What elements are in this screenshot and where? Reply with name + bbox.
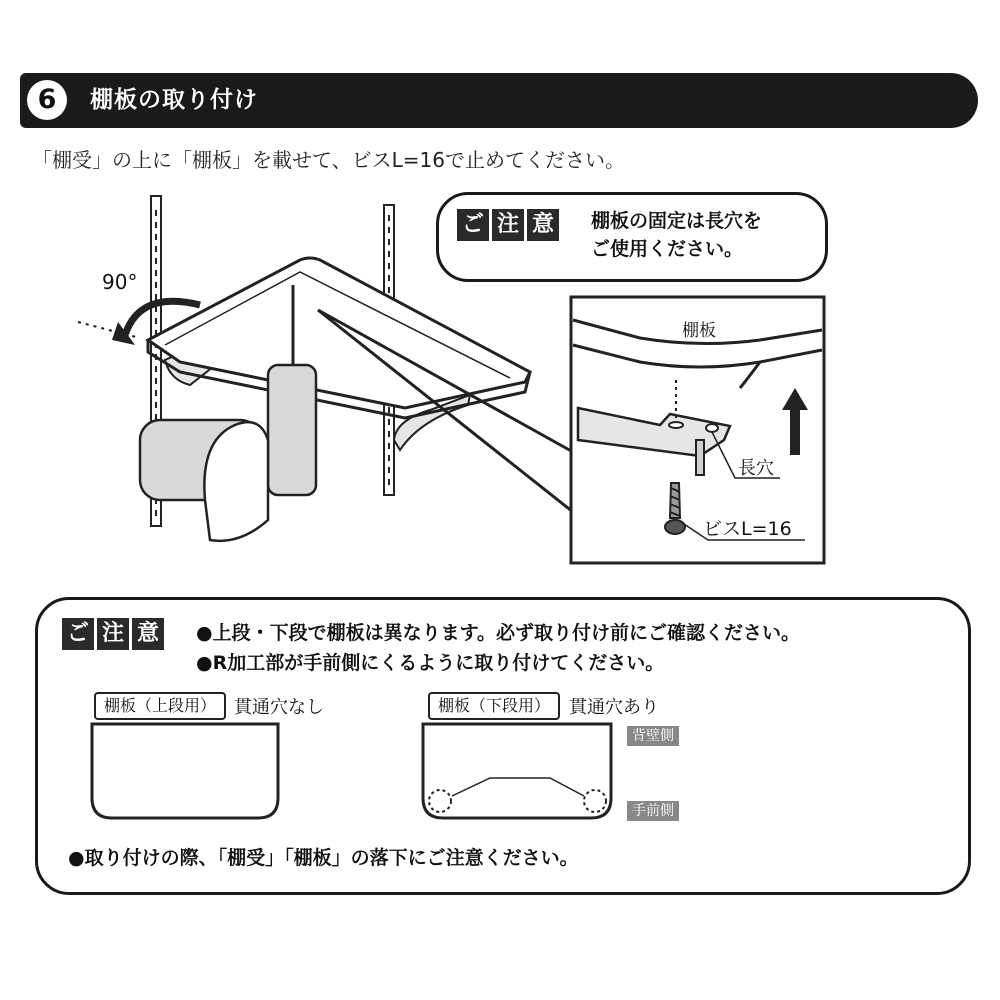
step-title: 棚板の取り付け: [90, 87, 258, 113]
caution-bullet-shelves: ●上段・下段で棚板は異なります。必ず取り付け前にご確認ください。: [196, 622, 801, 644]
caution-badge-char: ご: [457, 209, 489, 241]
caution-badge-char: 意: [527, 209, 559, 241]
caution-badge-char: ご: [62, 618, 94, 650]
upper-shelf-desc: 貫通穴なし: [234, 697, 324, 718]
instruction-text: 「棚受」の上に「棚板」を載せて、ビスL=16で止めてください。: [32, 148, 625, 172]
lower-shelf-desc: 貫通穴あり: [569, 697, 659, 718]
screw-label: ビスL=16: [703, 518, 792, 540]
step-number: 6: [27, 80, 67, 120]
angle-label: 90°: [102, 270, 138, 294]
back-side-label: 背壁側: [627, 726, 679, 746]
caution-badge-char: 意: [132, 618, 164, 650]
upper-shelf-outline: [92, 724, 278, 818]
drop-caution-text: ●取り付けの際、「棚受」「棚板」の落下にご注意ください。: [68, 847, 579, 869]
top-note-line1: 棚板の固定は長穴を: [591, 210, 763, 232]
caution-badge-char: 注: [97, 618, 129, 650]
top-note-line2: ご使用ください。: [591, 238, 744, 260]
lower-shelf-tag: 棚板（下段用）: [428, 692, 560, 720]
through-hole-icon: [584, 790, 606, 812]
upper-shelf-tag: 棚板（上段用）: [94, 692, 226, 720]
caution-badge-char: 注: [492, 209, 524, 241]
detail-shelf-label: 棚板: [682, 321, 716, 341]
through-hole-icon: [429, 790, 451, 812]
caution-bullet-r-edge: ●R加工部が手前側にくるように取り付けてください。: [196, 652, 665, 674]
front-side-label: 手前側: [627, 801, 679, 821]
slot-label: 長穴: [738, 458, 774, 479]
